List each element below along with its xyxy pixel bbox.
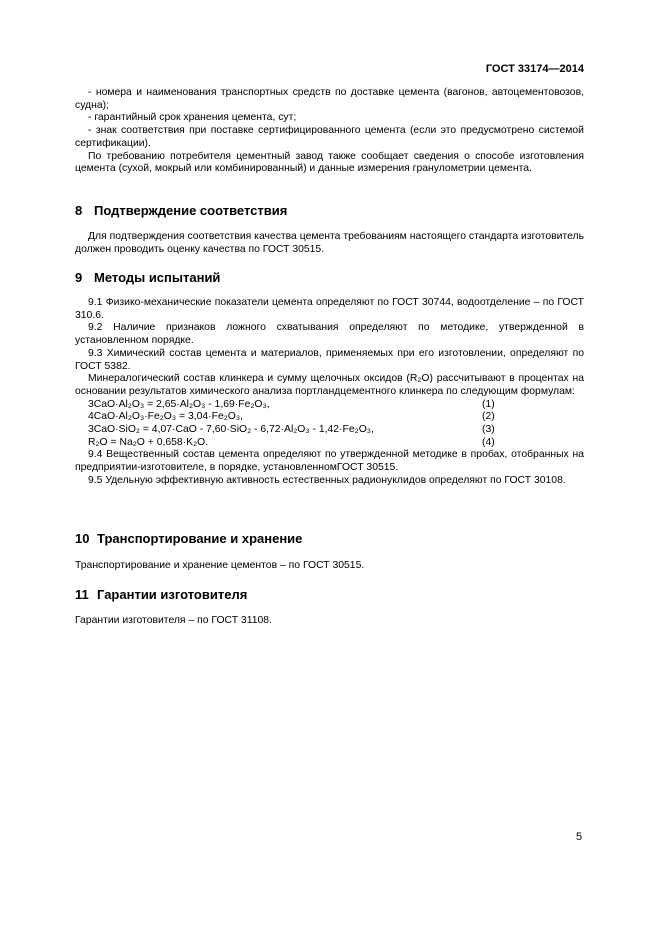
- formula-expression: 4CaO·Al₂O₃·Fe₂O₃ = 3,04·Fe₂O₃,: [88, 411, 244, 423]
- paragraph: Гарантии изготовителя – по ГОСТ 31108.: [75, 615, 272, 626]
- section-title: Гарантии изготовителя: [97, 587, 248, 602]
- section-number: 10: [75, 531, 90, 546]
- section-9-body: [75, 297, 584, 487]
- formula-number: (3): [482, 424, 495, 435]
- paragraph: 9.1 Физико-механические показатели цемента определяют по ГОСТ 30744, водоотделение – по ГОСТ 310.6.: [75, 297, 584, 321]
- section-title: Транспортирование и хранение: [97, 531, 303, 546]
- section-number: 8: [75, 203, 83, 218]
- formula: [75, 437, 584, 450]
- section-8-heading: [75, 203, 287, 218]
- paragraph: - номера и наименования транспортных средств по доставке цемента (вагонов, автоцементовозов, судна);: [75, 87, 584, 111]
- paragraph: По требованию потребителя цементный завод также сообщает сведения о способе изготовления цемента (сухой, мокрый или комбинированный) и данные измерения гранулометрии цемента.: [75, 150, 584, 175]
- paragraph: 9.2 Наличие признаков ложного схватывания определяют по методике, утвержденной в установленном порядке.: [75, 322, 584, 347]
- formula: [75, 399, 584, 412]
- section-number: 11: [75, 587, 89, 602]
- paragraph: 9.4 Вещественный состав цемента определяют по утвержденной методике в пробах, отобранных на предприятии-изготовителе, в порядке, установленномГОСТ 30515.: [75, 449, 584, 474]
- section-number: 9: [75, 270, 83, 285]
- formula-expression: R₂O = Na₂O + 0,658·K₂O.: [88, 436, 209, 448]
- paragraph: 9.3 Химический состав цемента и материалов, применяемых при его изготовлении, определяют по ГОСТ 5382.: [75, 347, 584, 372]
- section-title: Подтверждение соответствия: [94, 203, 288, 218]
- section-11-heading: [75, 587, 247, 602]
- formula-expression: 3CaO·SiO₂ = 4,07·CaO - 7,60·SiO₂ - 6,72·Al₂O₃ - 1,42·Fe₂O₃,: [88, 424, 374, 435]
- section-9-heading: [75, 270, 220, 285]
- formula-number: (4): [482, 436, 495, 448]
- section-10-heading: [75, 531, 302, 546]
- formula-expression: 3CaO·Al₂O₃ = 2,65·Al₂O₃ - 1,69·Fe₂O₃,: [88, 398, 270, 410]
- formula-number: (1): [482, 398, 495, 410]
- paragraph: 9.5 Удельную эффективную активность естественных радионуклидов определяют по ГОСТ 30108.: [88, 474, 566, 486]
- paragraph: - гарантийный срок хранения цемента, сут;: [88, 112, 297, 124]
- page-number: 5: [576, 831, 583, 843]
- section-title: Методы испытаний: [94, 270, 221, 285]
- formula: [75, 424, 584, 437]
- intro-list: [75, 87, 584, 176]
- paragraph: - знак соответствия при поставке сертифицированного цемента (если это предусмотрено системой сертификации).: [75, 125, 584, 149]
- formula-number: (2): [482, 411, 495, 423]
- formula: [75, 411, 584, 424]
- paragraph: Для подтверждения соответствия качества цемента требованиям настоящего стандарта изготовитель должен проводить оценку качества по ГОСТ 30515.: [75, 231, 584, 255]
- paragraph: Транспортирование и хранение цементов – по ГОСТ 30515.: [75, 560, 365, 571]
- paragraph: Минералогический состав клинкера и сумму щелочных оксидов (R₂O) рассчитывают в процентах на основании результатов химического анализа портландцементного клинкера по следующим формулам:: [75, 373, 584, 397]
- document-id: ГОСТ 33174—2014: [485, 63, 584, 75]
